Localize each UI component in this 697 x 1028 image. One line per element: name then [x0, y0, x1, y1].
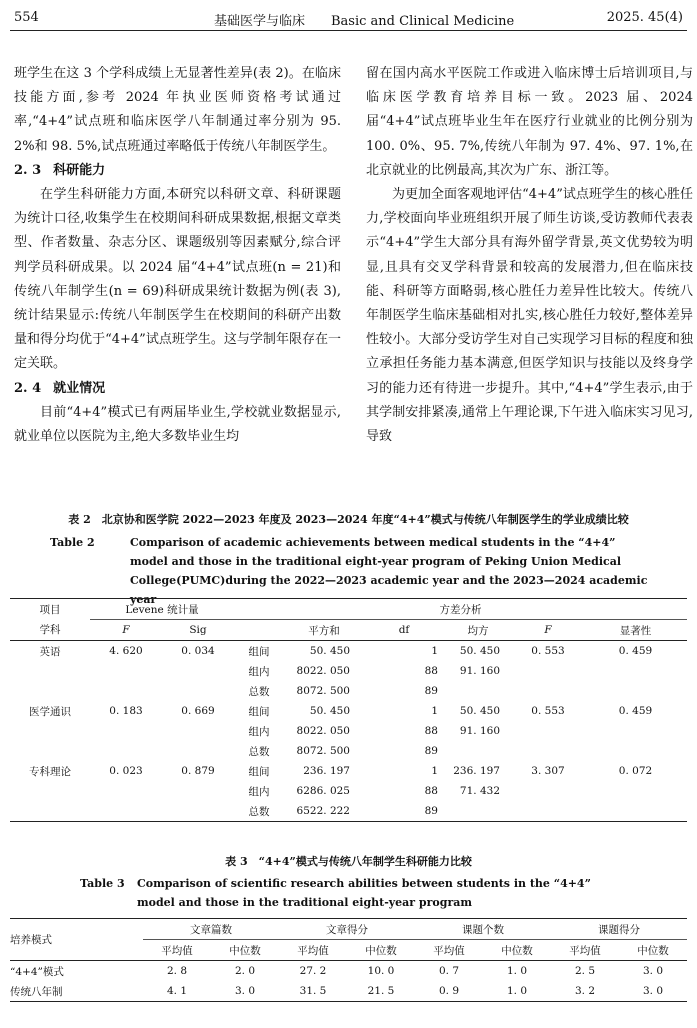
table2-cell-subject — [10, 801, 90, 822]
table3-header-mean: 平均值 — [297, 944, 329, 957]
right-column — [366, 62, 693, 449]
table3-header-group: 课题得分 — [551, 919, 687, 940]
table2-cell-src: 总数 — [248, 805, 270, 818]
table2-cell-ms — [444, 681, 512, 701]
table3-cell-value: 2. 0 — [234, 965, 256, 977]
table2-cell-src: 总数 — [248, 745, 270, 758]
table2-row — [10, 641, 687, 662]
table2-cell-subject — [10, 781, 90, 801]
table3-header-mean: 平均值 — [433, 944, 465, 957]
table3-cell-value: 3. 0 — [234, 985, 256, 997]
running-header — [14, 6, 683, 30]
table3 — [10, 918, 687, 1002]
table2-cell-subject: 医学通识 — [29, 705, 71, 718]
table2-cell-lev_sig — [162, 781, 234, 801]
table2-cell-ms: 71. 432 — [459, 785, 500, 797]
table2-cell-ss: 50. 450 — [309, 705, 350, 717]
table3-header-mode: 培养模式 — [10, 919, 143, 961]
table2-row — [10, 721, 687, 741]
table2-cell-sig: 0. 459 — [618, 645, 653, 657]
table2-cell-src: 组内 — [248, 665, 270, 678]
paragraph: 目前“4+4”模式已有两届毕业生,学校就业数据显示,就业单位以医院为主,绝大多数毕业生均 — [14, 404, 341, 445]
table2-cell-df: 1 — [431, 705, 438, 717]
table2-row — [10, 681, 687, 701]
table2-cell-subject — [10, 741, 90, 761]
table2-cell-ms: 91. 160 — [459, 725, 500, 737]
table2-cell-sig — [584, 661, 687, 681]
table2 — [10, 598, 687, 822]
table2-row — [10, 741, 687, 761]
table2-cell-sig — [584, 801, 687, 822]
table2-cell-F: 3. 307 — [531, 765, 565, 777]
table3-caption-cn: 表 3 “4+4”模式与传统八年制学生科研能力比较 — [225, 855, 472, 868]
table2-cell-df: 89 — [424, 805, 438, 817]
table2-header-ms: 均方 — [467, 624, 489, 637]
table2-header-ss: 平方和 — [308, 624, 340, 637]
table2-header-F: F — [122, 624, 130, 636]
table2-cell-df: 89 — [424, 685, 438, 697]
table2-cell-lev_F: 0. 023 — [109, 765, 143, 777]
table3-header-median: 中位数 — [229, 944, 261, 957]
table3-cell-value: 0. 9 — [438, 985, 460, 997]
table2-header-sig: Sig — [189, 624, 207, 636]
table2-cell-df: 89 — [424, 745, 438, 757]
table2-cell-F — [512, 661, 584, 681]
table2-cell-sig: 0. 459 — [618, 705, 653, 717]
table3-header-group: 文章篇数 — [143, 919, 279, 940]
table3-row — [10, 981, 687, 1002]
table3-cell-value: 10. 0 — [367, 965, 395, 977]
table2-row — [10, 801, 687, 822]
table2-cell-df: 88 — [424, 785, 438, 797]
table3-cell-value: 1. 0 — [506, 985, 528, 997]
table2-header-sig2: 显著性 — [619, 624, 652, 637]
table2-cell-F — [512, 681, 584, 701]
table2-cell-F — [512, 801, 584, 822]
table2-cell-lev_sig: 0. 669 — [181, 705, 215, 717]
table2-cell-lev_F: 4. 620 — [109, 645, 143, 657]
table2-cell-src: 组间 — [248, 645, 270, 658]
table2-cell-lev_F — [90, 801, 162, 822]
table2-header-subject: 学科 — [39, 624, 61, 637]
table2-cell-subject — [10, 721, 90, 741]
table3-header-group: 课题个数 — [415, 919, 551, 940]
table2-cell-lev_sig — [162, 661, 234, 681]
table3-cell-value: 1. 0 — [506, 965, 528, 977]
table2-cell-lev_F — [90, 781, 162, 801]
table2-cell-F — [512, 781, 584, 801]
table2-cell-lev_sig — [162, 741, 234, 761]
table2-row — [10, 661, 687, 681]
table3-header-mean: 平均值 — [161, 944, 193, 957]
table2-cell-F: 0. 553 — [531, 645, 565, 657]
page-number: 554 — [14, 10, 39, 25]
paragraph: 班学生在这 3 个学科成绩上无显著性差异(表 2)。在临床技能方面,参考 2024 年执业医师资格考试通过率,“4+4”试点班和临床医学八年制通过率分别为 95. 2%和 98. 5%,试点班通过率略低于传统八年制医学生。 — [14, 66, 341, 154]
table3-cell-value: 3. 0 — [642, 965, 664, 977]
table3-cell-value: 0. 7 — [438, 965, 460, 977]
table2-cell-subject: 英语 — [39, 645, 61, 658]
table2-cell-sig — [584, 741, 687, 761]
table2-cell-lev_F: 0. 183 — [109, 705, 143, 717]
table2-cell-sig — [584, 721, 687, 741]
table2-cell-df: 1 — [431, 645, 438, 657]
table2-cell-ms: 236. 197 — [453, 765, 500, 777]
table2-cell-ms: 50. 450 — [459, 705, 500, 717]
table2-cell-ss: 8072. 500 — [296, 745, 350, 757]
volume-issue: 2025. 45(4) — [606, 10, 683, 25]
table3-cell-value: 2. 5 — [574, 965, 596, 977]
table2-header-df: df — [398, 624, 410, 636]
table2-row — [10, 701, 687, 721]
table2-header-anova: 方差分析 — [234, 599, 687, 620]
paragraph: 为更加全面客观地评估“4+4”试点班学生的核心胜任力,学校面向毕业班组织开展了师生访谈,受访教师代表表示“4+4”学生大部分具有海外留学背景,英文优势较为明显,且具有交叉学科背景和较高的发展潜力,但在临床技能、科研等方面略弱,核心胜任力差异性比较大。传统八年制医学生临床基础相对扎实,核心胜任力较好,整体差异性较小。大部分受访学生对自己实现学习目标的程度和独立承担任务能力基本满意,但医学知识与技能以及终身学习的能力还有待进一步提升。其中,“4+4”学生表示,由于其学制安排紧凑,通常上午理论课,下午进入临床实习见习,导致 — [366, 187, 693, 445]
table2-header-F2: F — [544, 624, 552, 636]
table2-cell-lev_sig — [162, 721, 234, 741]
table3-header-group: 文章得分 — [279, 919, 415, 940]
table2-cell-ms: 91. 160 — [459, 665, 500, 677]
table2-row — [10, 761, 687, 781]
table2-cell-src: 组间 — [248, 705, 270, 718]
table2-cell-ss: 236. 197 — [303, 765, 350, 777]
table2-cell-lev_sig — [162, 801, 234, 822]
table2-cell-src: 组内 — [248, 725, 270, 738]
table2-cell-lev_F — [90, 721, 162, 741]
table2-cell-df: 88 — [424, 665, 438, 677]
table2-caption-en: Table 2 Comparison of academic achievements between medical students in the “4+4” model and those in the traditional eight-year program of Peking Union Medical College(PUMC)during the 2022—2023 academic year and the 2023—2024 academic year — [50, 536, 648, 606]
table3-cell-value: 31. 5 — [299, 985, 327, 997]
table2-cell-lev_sig: 0. 034 — [181, 645, 215, 657]
table3-header-median: 中位数 — [365, 944, 397, 957]
table2-cell-lev_F — [90, 661, 162, 681]
table3-header-median: 中位数 — [501, 944, 533, 957]
table2-cell-lev_F — [90, 681, 162, 701]
table2-cell-subject — [10, 681, 90, 701]
table2-cell-ms — [444, 801, 512, 822]
table3-cell-value: 3. 2 — [574, 985, 596, 997]
table2-cell-src: 总数 — [248, 685, 270, 698]
table2-cell-ss: 50. 450 — [309, 645, 350, 657]
table2-cell-df: 1 — [431, 765, 438, 777]
left-column — [14, 62, 341, 449]
table2-header-levene: Levene 统计量 — [90, 599, 234, 620]
table2-cell-subject: 专科理论 — [29, 765, 71, 778]
section-heading-2-3: 2. 3 科研能力 — [14, 162, 106, 178]
table2-cell-F — [512, 741, 584, 761]
table2-cell-lev_sig: 0. 879 — [181, 765, 215, 777]
table2-header-item: 项目 — [39, 603, 61, 616]
table2-cell-ss: 8072. 500 — [296, 685, 350, 697]
table3-caption-en: Table 3 Comparison of scientific research abilities between students in the “4+4” model and those in the traditional eight-year program — [80, 877, 591, 909]
paragraph: 留在国内高水平医院工作或进入临床博士后培训项目,与临床医学教育培养目标一致。2023 届、2024 届“4+4”试点班毕业生年在医疗行业就业的比例分别为 100. 0%、95. 7%,传统八年制为 97. 4%、97. 1%,在北京就业的比例最高,其次为广东、浙江等。 — [366, 66, 693, 178]
table2-cell-lev_F — [90, 741, 162, 761]
journal-title: 基础医学与临床 Basic and Clinical Medicine — [214, 14, 515, 29]
table3-cell-mode: “4+4”模式 — [10, 965, 64, 978]
table3-cell-mode: 传统八年制 — [10, 985, 63, 998]
table3-row — [10, 961, 687, 982]
table3-header-mean: 平均值 — [569, 944, 601, 957]
table2-cell-subject — [10, 661, 90, 681]
table2-cell-ms — [444, 741, 512, 761]
table3-cell-value: 21. 5 — [367, 985, 395, 997]
table3-cell-value: 4. 1 — [166, 985, 188, 997]
table2-cell-ss: 8022. 050 — [296, 665, 350, 677]
table2-cell-ss: 8022. 050 — [296, 725, 350, 737]
table2-cell-df: 88 — [424, 725, 438, 737]
table2-cell-src: 组内 — [248, 785, 270, 798]
table2-cell-sig — [584, 681, 687, 701]
table2-cell-ss: 6286. 025 — [296, 785, 350, 797]
table2-row — [10, 781, 687, 801]
header-rule — [10, 30, 687, 31]
table2-cell-F: 0. 553 — [531, 705, 565, 717]
table3-cell-value: 27. 2 — [299, 965, 327, 977]
table2-cell-ss: 6522. 222 — [296, 805, 350, 817]
paragraph: 在学生科研能力方面,本研究以科研文章、科研课题为统计口径,收集学生在校期间科研成果数据,根据文章类型、作者数量、杂志分区、课题级别等因素赋分,综合评判学员科研成果。以 2024 届“4+4”试点班(n = 21)和传统八年制学生(n = 69)科研成果统计数据为例(表 3),统计结果显示:传统八年制医学生在校期间的科研产出数量和得分均优于“4+4”试点班学生。这与学制年限存在一定关联。 — [14, 187, 341, 372]
table2-cell-ms: 50. 450 — [459, 645, 500, 657]
table2-cell-sig: 0. 072 — [618, 765, 653, 777]
table2-cell-src: 组间 — [248, 765, 270, 778]
section-heading-2-4: 2. 4 就业情况 — [14, 380, 106, 396]
table3-cell-value: 3. 0 — [642, 985, 664, 997]
table3-header-median: 中位数 — [637, 944, 669, 957]
table2-cell-F — [512, 721, 584, 741]
table2-caption-cn: 表 2 北京协和医学院 2022—2023 年度及 2023—2024 年度“4+4”模式与传统八年制医学生的学业成绩比较 — [68, 513, 629, 526]
table2-cell-sig — [584, 781, 687, 801]
table3-cell-value: 2. 8 — [166, 965, 188, 977]
table2-cell-lev_sig — [162, 681, 234, 701]
